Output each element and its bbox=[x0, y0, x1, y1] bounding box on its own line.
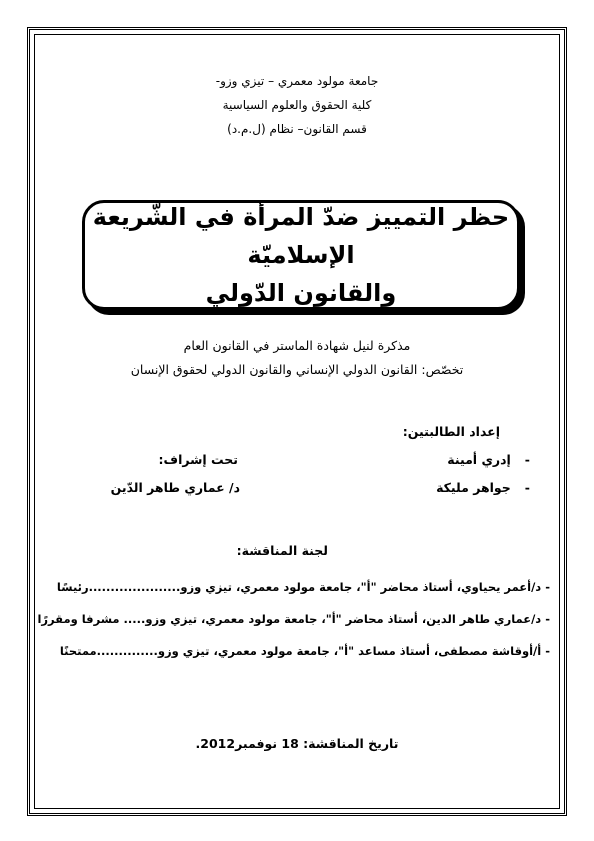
supervisor-name: د/ عماري طاهر الدّين bbox=[110, 480, 240, 495]
supervisor-heading: تحت إشراف: bbox=[158, 452, 238, 467]
committee-member-2: - د/عماري طاهر الدين، أستاذ محاضر "أ"، جامعة مولود معمري، تيزي وزو..... مشرفا ومقررًا bbox=[37, 612, 550, 626]
students-heading: إعداد الطالبتين: bbox=[402, 424, 500, 439]
title-line-2: والقانون الدّولي bbox=[205, 279, 397, 307]
committee-member-1: - د/أعمر يحياوي، أستاذ محاضر "أ"، جامعة مولود معمري، تيزي وزو.....................رئيسًا bbox=[56, 580, 550, 594]
committee-member-3: - أ/أوقاشة مصطفى، أستاذ مساعد "أ"، جامعة مولود معمري، تيزي وزو..............ممتحنًا bbox=[59, 644, 550, 658]
student-item-2 bbox=[436, 480, 530, 495]
committee-heading: لجنة المناقشة: bbox=[236, 543, 328, 558]
student-name-1: إدري أمينة bbox=[447, 452, 511, 467]
memo-degree: مذكرة لنيل شهادة الماستر في القانون العام bbox=[183, 338, 411, 353]
defense-date: تاريخ المناقشة: 18 نوفمبر2012. bbox=[195, 736, 399, 751]
student-item-1 bbox=[447, 452, 530, 467]
page-border-inner bbox=[34, 34, 560, 809]
title-box bbox=[82, 200, 520, 310]
university-name: جامعة مولود معمري – تيزي وزو- bbox=[215, 74, 379, 88]
memo-specialty: تخصّص: القانون الدولي الإنساني والقانون الدولي لحقوق الإنسان bbox=[130, 362, 464, 377]
list-dash: - bbox=[524, 480, 530, 495]
title-line-1: حظر التمييز ضدّ المرأة في الشّريعة الإسلاميّة bbox=[92, 203, 510, 269]
student-name-2: جواهر مليكة bbox=[436, 480, 511, 495]
list-dash: - bbox=[524, 452, 530, 467]
faculty-name: كلية الحقوق والعلوم السياسية bbox=[222, 98, 372, 112]
department-name: قسم القانون– نظام (ل.م.د) bbox=[227, 122, 367, 136]
